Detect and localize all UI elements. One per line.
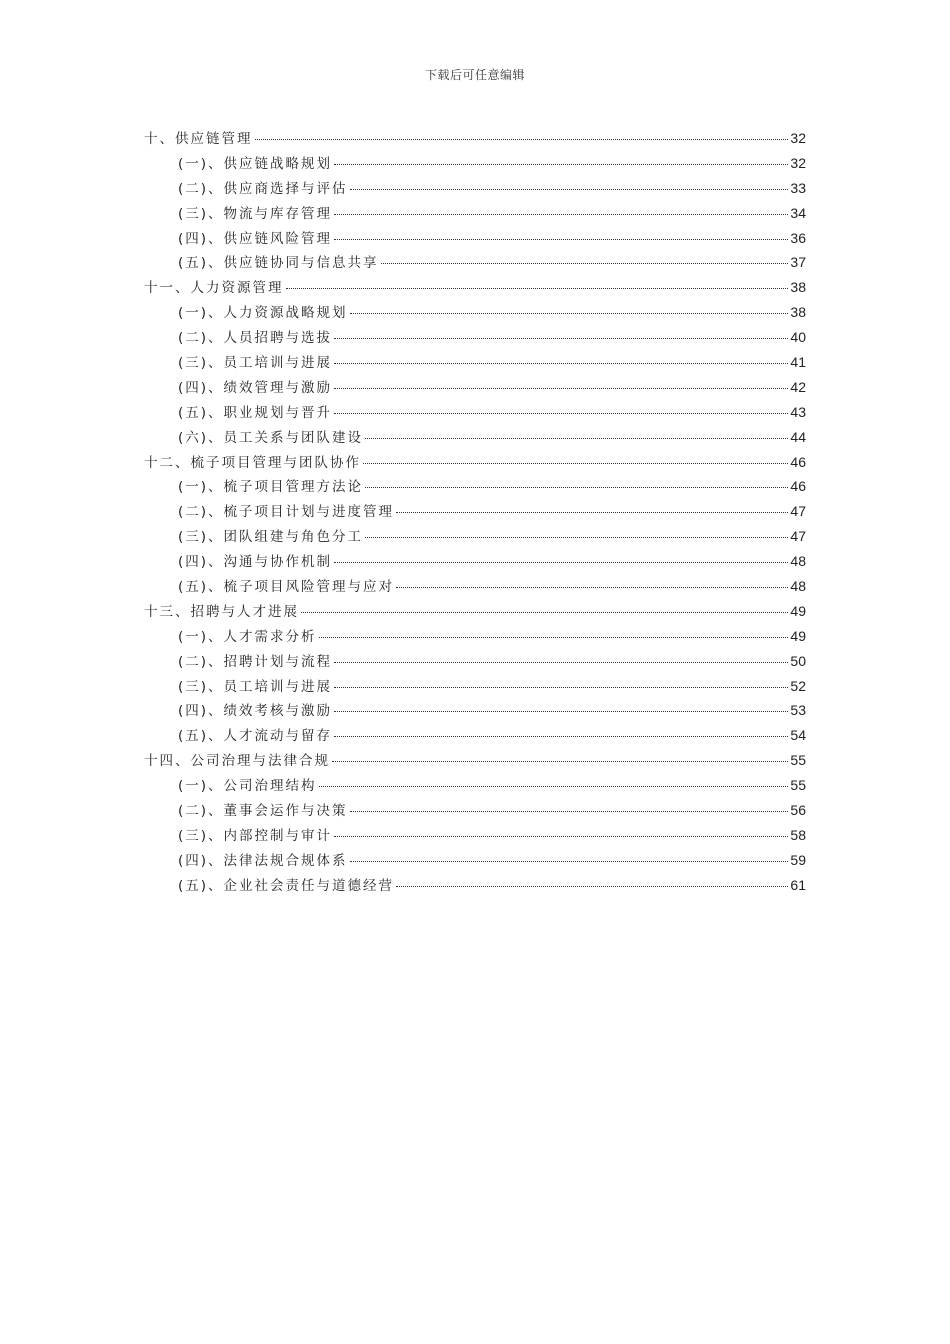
toc-chapter-entry[interactable] <box>144 450 806 475</box>
toc-dot-leader <box>334 835 788 837</box>
toc-section-entry[interactable] <box>144 250 806 275</box>
toc-entry-title: (六)、员工关系与团队建设 <box>178 429 364 446</box>
toc-dot-leader <box>334 337 788 339</box>
toc-entry-title: (三)、团队组建与角色分工 <box>178 529 364 546</box>
toc-entry-title: (三)、内部控制与审计 <box>178 827 333 844</box>
toc-entry-title: (一)、人才需求分析 <box>178 628 317 645</box>
toc-section-entry[interactable] <box>144 176 806 201</box>
toc-dot-leader <box>334 213 788 215</box>
toc-page-number: 59 <box>790 851 806 868</box>
toc-section-entry[interactable] <box>144 798 806 823</box>
toc-dot-leader <box>350 860 789 862</box>
toc-page-number: 32 <box>790 130 806 146</box>
toc-entry-title: (四)、供应链风险管理 <box>178 230 333 247</box>
toc-page-number: 61 <box>790 876 806 893</box>
toc-page-number: 41 <box>790 354 806 371</box>
toc-section-entry[interactable] <box>144 698 806 723</box>
toc-page-number: 56 <box>790 802 806 819</box>
toc-section-entry[interactable] <box>144 649 806 674</box>
toc-section-entry[interactable] <box>144 873 806 898</box>
toc-section-entry[interactable] <box>144 325 806 350</box>
toc-section-entry[interactable] <box>144 624 806 649</box>
toc-page-number: 36 <box>790 229 806 246</box>
toc-dot-leader <box>334 412 788 414</box>
toc-page-number: 46 <box>790 453 806 470</box>
toc-page-number: 40 <box>790 329 806 346</box>
toc-dot-leader <box>334 735 788 737</box>
toc-dot-leader <box>396 511 788 513</box>
toc-dot-leader <box>350 312 789 314</box>
toc-section-entry[interactable] <box>144 425 806 450</box>
toc-entry-title: (五)、人才流动与留存 <box>178 728 333 745</box>
toc-entry-title: (五)、供应链协同与信息共享 <box>178 255 379 272</box>
toc-section-entry[interactable] <box>144 723 806 748</box>
toc-section-entry[interactable] <box>144 549 806 574</box>
toc-entry-title: (一)、供应链战略规划 <box>178 155 333 172</box>
toc-entry-title: (四)、法律法规合规体系 <box>178 852 348 869</box>
toc-page-number: 38 <box>790 279 806 296</box>
toc-entry-title: (二)、梳子项目计划与进度管理 <box>178 504 395 521</box>
toc-section-entry[interactable] <box>144 400 806 425</box>
toc-page-number: 32 <box>790 154 806 171</box>
toc-entry-title: (三)、物流与库存管理 <box>178 205 333 222</box>
toc-entry-title: (五)、梳子项目风险管理与应对 <box>178 579 395 596</box>
toc-section-entry[interactable] <box>144 823 806 848</box>
toc-section-entry[interactable] <box>144 524 806 549</box>
toc-page-number: 42 <box>790 378 806 395</box>
toc-page-number: 55 <box>790 752 806 769</box>
toc-page-number: 44 <box>790 428 806 445</box>
toc-page-number: 48 <box>790 578 806 595</box>
toc-entry-title: (四)、沟通与协作机制 <box>178 554 333 571</box>
toc-dot-leader <box>286 287 789 289</box>
toc-page-number: 58 <box>790 826 806 843</box>
toc-dot-leader <box>319 636 789 638</box>
toc-dot-leader <box>255 138 789 140</box>
toc-entry-title: 十一、人力资源管理 <box>144 280 284 297</box>
toc-section-entry[interactable] <box>144 674 806 699</box>
toc-section-entry[interactable] <box>144 848 806 873</box>
toc-entry-title: (一)、梳子项目管理方法论 <box>178 479 364 496</box>
toc-section-entry[interactable] <box>144 499 806 524</box>
toc-entry-title: (一)、人力资源战略规划 <box>178 305 348 322</box>
toc-dot-leader <box>334 710 788 712</box>
toc-page-number: 54 <box>790 727 806 744</box>
toc-entry-title: (四)、绩效考核与激励 <box>178 703 333 720</box>
toc-dot-leader <box>319 785 789 787</box>
toc-page-number: 49 <box>790 602 806 619</box>
toc-dot-leader <box>350 810 789 812</box>
toc-section-entry[interactable] <box>144 201 806 226</box>
toc-page-number: 50 <box>790 652 806 669</box>
toc-dot-leader <box>365 486 788 488</box>
toc-dot-leader <box>301 611 788 613</box>
toc-page-number: 46 <box>790 478 806 495</box>
toc-entry-title: (五)、职业规划与晋升 <box>178 404 333 421</box>
toc-entry-title: (四)、绩效管理与激励 <box>178 379 333 396</box>
toc-section-entry[interactable] <box>144 350 806 375</box>
toc-page-number: 34 <box>790 204 806 221</box>
toc-entry-title: (二)、供应商选择与评估 <box>178 180 348 197</box>
toc-dot-leader <box>334 686 788 688</box>
toc-entry-title: (二)、董事会运作与决策 <box>178 803 348 820</box>
toc-page-number: 47 <box>790 528 806 545</box>
toc-section-entry[interactable] <box>144 474 806 499</box>
toc-dot-leader <box>396 885 788 887</box>
toc-section-entry[interactable] <box>144 226 806 251</box>
header-note: 下载后可任意编辑 <box>424 68 525 82</box>
toc-dot-leader <box>350 188 789 190</box>
toc-dot-leader <box>396 586 788 588</box>
toc-entry-title: (三)、员工培训与进展 <box>178 678 333 695</box>
toc-section-entry[interactable] <box>144 375 806 400</box>
toc-page-number: 55 <box>790 777 806 794</box>
toc-section-entry[interactable] <box>144 151 806 176</box>
toc-entry-title: 十四、公司治理与法律合规 <box>144 753 330 770</box>
toc-chapter-entry[interactable] <box>144 275 806 300</box>
toc-section-entry[interactable] <box>144 773 806 798</box>
toc-page-number: 43 <box>790 403 806 420</box>
toc-page-number: 47 <box>790 503 806 520</box>
toc-page-number: 38 <box>790 304 806 321</box>
table-of-contents <box>144 126 806 898</box>
toc-chapter-entry[interactable] <box>144 599 806 624</box>
toc-entry-title: (一)、公司治理结构 <box>178 778 317 795</box>
toc-entry-title: (三)、员工培训与进展 <box>178 355 333 372</box>
toc-chapter-entry[interactable] <box>144 748 806 773</box>
toc-dot-leader <box>334 661 788 663</box>
toc-chapter-entry[interactable] <box>144 126 806 151</box>
toc-dot-leader <box>334 163 788 165</box>
toc-section-entry[interactable] <box>144 574 806 599</box>
toc-dot-leader <box>363 462 788 464</box>
toc-page-number: 37 <box>790 254 806 271</box>
toc-dot-leader <box>365 437 788 439</box>
toc-dot-leader <box>334 387 788 389</box>
toc-page-number: 33 <box>790 179 806 196</box>
toc-page-number: 53 <box>790 702 806 719</box>
toc-entry-title: 十、供应链管理 <box>144 131 253 147</box>
toc-section-entry[interactable] <box>144 300 806 325</box>
toc-dot-leader <box>334 561 788 563</box>
toc-dot-leader <box>334 362 788 364</box>
toc-page-number: 52 <box>790 677 806 694</box>
toc-entry-title: 十二、梳子项目管理与团队协作 <box>144 454 361 471</box>
toc-page-number: 49 <box>790 627 806 644</box>
toc-dot-leader <box>381 262 789 264</box>
toc-dot-leader <box>334 238 788 240</box>
toc-entry-title: (二)、人员招聘与选拔 <box>178 330 333 347</box>
toc-page-number: 48 <box>790 553 806 570</box>
toc-dot-leader <box>365 536 788 538</box>
toc-entry-title: 十三、招聘与人才进展 <box>144 603 299 620</box>
toc-dot-leader <box>332 760 788 762</box>
toc-entry-title: (五)、企业社会责任与道德经营 <box>178 877 395 894</box>
toc-entry-title: (二)、招聘计划与流程 <box>178 653 333 670</box>
